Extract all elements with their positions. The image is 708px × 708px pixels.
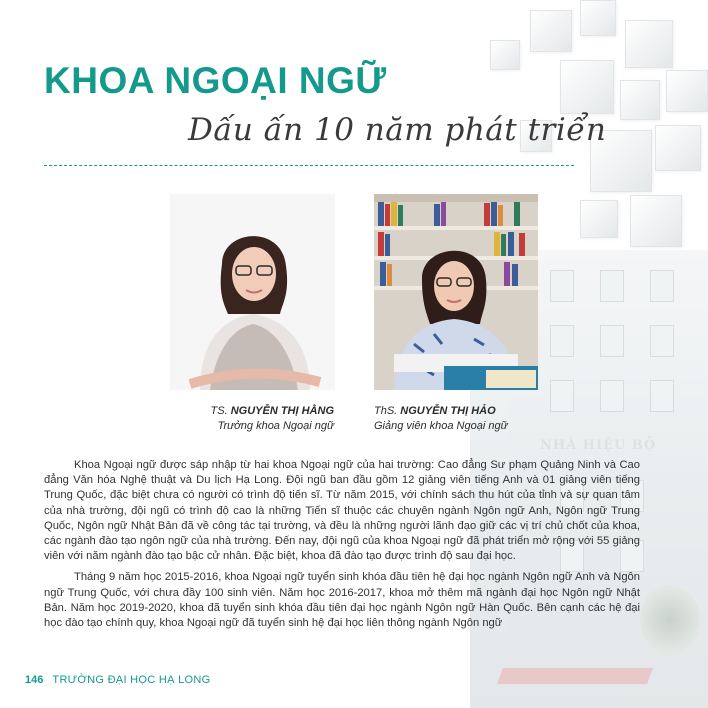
person-1-title: TS. [210,405,228,417]
publication-name: TRƯỜNG ĐẠI HỌC HẠ LONG [52,674,211,686]
divider [44,165,574,166]
person-1-name: NGUYỄN THỊ HẰNG [230,405,334,417]
person-2-role: Giảng viên khoa Ngoại ngữ [374,420,508,432]
person-1-role: Trưởng khoa Ngoại ngữ [217,420,334,432]
page-footer [25,674,210,686]
portrait-photo-2 [374,194,538,390]
article-body [44,458,640,637]
tree-decoration [640,585,700,655]
caption-person-1 [184,404,334,434]
person-2-name: NGUYỄN THỊ HẢO [400,405,496,417]
paragraph-1: Khoa Ngoại ngữ được sáp nhập từ hai khoa Ngoại ngữ của hai trường: Cao đẳng Sư phạm Quảng Ninh và Cao đẳng Văn hóa Nghệ thuật và Du lịch Hạ Long. Đội ngũ ban đầu gồm 12 giảng viên tiếng Anh và 01 giảng viên tiếng Trung Quốc, đặc biệt chưa có người có trình độ tiến sĩ. Từ năm 2015, với chính sách thu hút của tỉnh và sự quan tâm của nhà trường, đội ngũ có trình độ cao là những Tiến sĩ thuộc các chuyên ngành Ngôn ngữ Anh, Ngôn ngữ Trung Quốc, Ngôn ngữ Nhật Bản đã về công tác tại trường, và đều là những người lãnh đạo giữ các vị trí chủ chốt của khoa, các ngành đào tạo ngôn ngữ của nhà trường. Đến nay, đội ngũ của khoa Ngoại ngữ đã phát triển mở rộng với 55 giảng viên với năm ngành đào tạo bậc cử nhân. Đặc biệt, khoa đã đào tạo được trình độ sau đại học. [44,459,640,563]
person-2-title: ThS. [374,405,398,417]
office-portrait-illustration [374,194,538,390]
building-sign: NHÀ HIỆU BỘ [540,438,657,453]
portrait-illustration [170,194,335,390]
paragraph-2: Tháng 9 năm học 2015-2016, khoa Ngoại ngữ tuyển sinh khóa đầu tiên hệ đại học ngành Ngôn ngữ Anh và Ngôn ngữ Trung Quốc, với chưa đầy 100 sinh viên. Năm học 2016-2017, khoa mở thêm mã ngành đại học Ngôn ngữ Nhật Bản. Năm học 2019-2020, khoa đã tuyển sinh khóa đầu tiên đại học ngành Ngôn ngữ Hàn Quốc. Bên cạnh các hệ đại học đào tạo chính quy, khoa Ngoại ngữ đã tuyển sinh hệ đại học liên thông ngành Ngôn ngữ [44,571,640,630]
page-title: KHOA NGOẠI NGỮ [44,60,387,101]
page-number: 146 [25,674,44,686]
portrait-photo-1 [170,194,335,390]
page-subtitle: Dấu ấn 10 năm phát triển [188,112,607,148]
caption-person-2 [374,404,544,434]
red-steps-decoration [497,668,653,684]
